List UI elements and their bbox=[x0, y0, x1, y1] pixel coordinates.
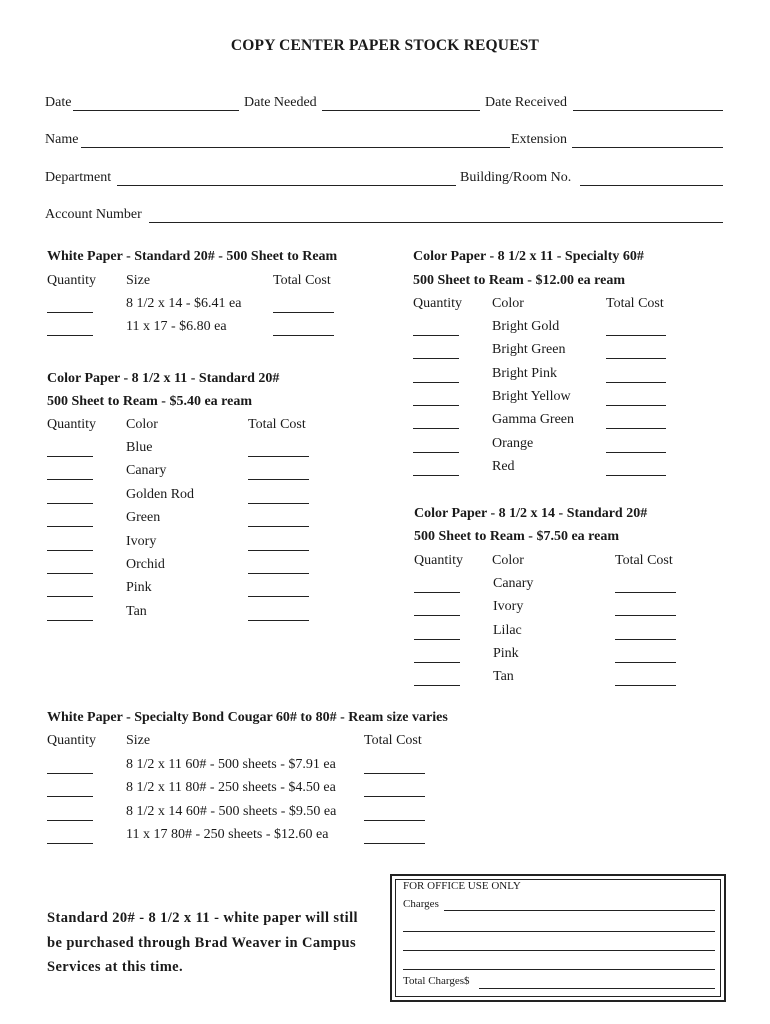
charges-line-3[interactable] bbox=[403, 950, 715, 951]
charges-line-4[interactable] bbox=[403, 969, 715, 970]
white-bond-quantity-header: Quantity bbox=[47, 733, 96, 748]
color-specialty-heading-1: Color Paper - 8 1/2 x 11 - Specialty 60# bbox=[413, 249, 644, 264]
color-specialty-item-6: Orange bbox=[492, 435, 534, 451]
white-standard-total-2[interactable] bbox=[273, 335, 334, 336]
building-room-field[interactable] bbox=[580, 185, 723, 186]
color-specialty-qty-6[interactable] bbox=[413, 452, 459, 453]
color-standard-qty-6[interactable] bbox=[47, 573, 93, 574]
office-use-heading: FOR OFFICE USE ONLY bbox=[403, 880, 521, 892]
color-standard-item-3: Golden Rod bbox=[126, 486, 195, 502]
color-legal-heading-2: 500 Sheet to Ream - $7.50 ea ream bbox=[414, 529, 620, 544]
color-legal-item-1: Canary bbox=[493, 576, 534, 591]
color-standard-qty-8[interactable] bbox=[47, 620, 93, 621]
white-bond-total-header: Total Cost bbox=[364, 733, 422, 748]
white-standard-heading: White Paper - Standard 20# - 500 Sheet to Ream bbox=[47, 249, 338, 264]
white-standard-size-1: 8 1/2 x 14 - $6.41 ea bbox=[126, 296, 242, 311]
white-bond-total-2[interactable] bbox=[364, 796, 425, 797]
white-standard-quantity-header: Quantity bbox=[47, 273, 96, 288]
color-specialty-item-4: Bright Yellow bbox=[492, 388, 571, 404]
color-legal-total-3[interactable] bbox=[615, 639, 676, 640]
white-bond-item-1: 8 1/2 x 11 60# - 500 sheets - $7.91 ea bbox=[126, 757, 336, 772]
color-standard-item-8: Tan bbox=[126, 603, 147, 619]
white-bond-item-2: 8 1/2 x 11 80# - 250 sheets - $4.50 ea bbox=[126, 780, 336, 796]
department-field[interactable] bbox=[117, 185, 456, 186]
date-needed-label: Date Needed bbox=[244, 95, 317, 110]
date-needed-field[interactable] bbox=[322, 110, 480, 111]
color-legal-item-3: Lilac bbox=[493, 622, 522, 638]
white-bond-item-3: 8 1/2 x 14 60# - 500 sheets - $9.50 ea bbox=[126, 803, 337, 819]
charges-line-2[interactable] bbox=[403, 931, 715, 932]
color-standard-qty-7[interactable] bbox=[47, 596, 93, 597]
color-specialty-color-header: Color bbox=[492, 296, 524, 311]
charges-label: Charges bbox=[403, 898, 439, 910]
color-standard-item-5: Ivory bbox=[126, 533, 157, 549]
date-label: Date bbox=[45, 95, 72, 110]
color-specialty-qty-1[interactable] bbox=[413, 335, 459, 336]
color-specialty-quantity-header: Quantity bbox=[413, 296, 462, 311]
white-bond-qty-4[interactable] bbox=[47, 843, 93, 844]
extension-label: Extension bbox=[511, 132, 567, 147]
color-specialty-qty-4[interactable] bbox=[413, 405, 459, 406]
color-standard-qty-4[interactable] bbox=[47, 526, 93, 527]
white-standard-total-1[interactable] bbox=[273, 312, 334, 313]
color-standard-quantity-header: Quantity bbox=[47, 417, 96, 432]
color-standard-total-7[interactable] bbox=[248, 596, 309, 597]
charges-field[interactable] bbox=[444, 910, 715, 911]
color-specialty-item-5: Gamma Green bbox=[492, 412, 575, 428]
white-standard-total-header: Total Cost bbox=[273, 273, 331, 288]
color-specialty-total-4[interactable] bbox=[606, 405, 666, 406]
total-charges-label: Total Charges$ bbox=[403, 975, 470, 987]
color-standard-item-6: Orchid bbox=[126, 557, 165, 572]
color-specialty-qty-2[interactable] bbox=[413, 358, 459, 359]
white-standard-size-2: 11 x 17 - $6.80 ea bbox=[126, 319, 227, 334]
color-standard-total-4[interactable] bbox=[248, 526, 309, 527]
color-legal-total-4[interactable] bbox=[615, 662, 676, 663]
color-standard-item-2: Canary bbox=[126, 463, 167, 479]
color-legal-total-5[interactable] bbox=[615, 685, 676, 686]
white-standard-size-header: Size bbox=[126, 273, 151, 288]
color-legal-item-5: Tan bbox=[493, 669, 514, 685]
white-bond-size-header: Size bbox=[126, 733, 151, 748]
extension-field[interactable] bbox=[572, 147, 723, 148]
color-legal-qty-2[interactable] bbox=[414, 615, 460, 616]
color-legal-total-1[interactable] bbox=[615, 592, 676, 593]
white-standard-qty-1[interactable] bbox=[47, 312, 93, 313]
color-legal-total-header: Total Cost bbox=[615, 553, 673, 568]
color-standard-total-header: Total Cost bbox=[248, 417, 306, 432]
account-number-label: Account Number bbox=[45, 207, 142, 222]
color-specialty-heading-2: 500 Sheet to Ream - $12.00 ea ream bbox=[413, 273, 626, 288]
color-specialty-item-1: Bright Gold bbox=[492, 319, 560, 334]
department-label: Department bbox=[45, 170, 112, 185]
color-specialty-qty-5[interactable] bbox=[413, 428, 459, 429]
color-specialty-total-7[interactable] bbox=[606, 475, 666, 476]
account-number-field[interactable] bbox=[149, 222, 723, 223]
color-legal-qty-1[interactable] bbox=[414, 592, 460, 593]
color-standard-total-8[interactable] bbox=[248, 620, 309, 621]
form-title: COPY CENTER PAPER STOCK REQUEST bbox=[230, 37, 540, 54]
color-legal-item-2: Ivory bbox=[493, 599, 524, 615]
color-standard-qty-2[interactable] bbox=[47, 479, 93, 480]
standard-paper-note: Standard 20# - 8 1/2 x 11 - white paper will still be purchased through Brad Weaver in Campus Services at this time. bbox=[47, 910, 358, 975]
color-standard-qty-1[interactable] bbox=[47, 456, 93, 457]
color-standard-item-1: Blue bbox=[126, 440, 153, 455]
color-standard-total-6[interactable] bbox=[248, 573, 309, 574]
color-standard-item-4: Green bbox=[126, 510, 161, 526]
color-legal-qty-4[interactable] bbox=[414, 662, 460, 663]
building-room-label: Building/Room No. bbox=[460, 170, 572, 185]
date-received-field[interactable] bbox=[573, 110, 723, 111]
color-legal-color-header: Color bbox=[492, 553, 524, 568]
white-bond-qty-3[interactable] bbox=[47, 820, 93, 821]
date-received-label: Date Received bbox=[485, 95, 568, 110]
date-field[interactable] bbox=[73, 110, 239, 111]
color-specialty-total-3[interactable] bbox=[606, 382, 666, 383]
color-specialty-total-2[interactable] bbox=[606, 358, 666, 359]
color-legal-total-2[interactable] bbox=[615, 615, 676, 616]
color-standard-total-3[interactable] bbox=[248, 503, 309, 504]
color-standard-heading-1: Color Paper - 8 1/2 x 11 - Standard 20# bbox=[47, 371, 280, 386]
white-standard-qty-2[interactable] bbox=[47, 335, 93, 336]
color-standard-qty-5[interactable] bbox=[47, 550, 93, 551]
color-standard-total-1[interactable] bbox=[248, 456, 309, 457]
color-specialty-qty-3[interactable] bbox=[413, 382, 459, 383]
white-bond-qty-2[interactable] bbox=[47, 796, 93, 797]
color-specialty-total-5[interactable] bbox=[606, 428, 666, 429]
color-standard-item-7: Pink bbox=[126, 580, 152, 596]
color-standard-heading-2: 500 Sheet to Ream - $5.40 ea ream bbox=[47, 394, 253, 409]
white-bond-total-3[interactable] bbox=[364, 820, 425, 821]
color-specialty-item-2: Bright Green bbox=[492, 342, 566, 358]
color-standard-color-header: Color bbox=[126, 417, 158, 432]
color-legal-qty-5[interactable] bbox=[414, 685, 460, 686]
color-legal-heading-1: Color Paper - 8 1/2 x 14 - Standard 20# bbox=[414, 506, 648, 521]
total-charges-field[interactable] bbox=[479, 988, 715, 989]
color-specialty-total-6[interactable] bbox=[606, 452, 666, 453]
color-specialty-total-1[interactable] bbox=[606, 335, 666, 336]
color-specialty-item-3: Bright Pink bbox=[492, 365, 557, 381]
name-label: Name bbox=[45, 132, 79, 147]
name-field[interactable] bbox=[81, 147, 510, 148]
color-specialty-total-header: Total Cost bbox=[606, 296, 664, 311]
color-legal-item-4: Pink bbox=[493, 645, 519, 661]
white-bond-item-4: 11 x 17 80# - 250 sheets - $12.60 ea bbox=[126, 826, 329, 842]
white-bond-heading: White Paper - Specialty Bond Cougar 60# to 80# - Ream size varies bbox=[47, 710, 448, 725]
white-bond-qty-1[interactable] bbox=[47, 773, 93, 774]
white-bond-total-1[interactable] bbox=[364, 773, 425, 774]
color-standard-total-5[interactable] bbox=[248, 550, 309, 551]
color-legal-quantity-header: Quantity bbox=[414, 553, 463, 568]
color-legal-qty-3[interactable] bbox=[414, 639, 460, 640]
color-standard-total-2[interactable] bbox=[248, 479, 309, 480]
white-bond-total-4[interactable] bbox=[364, 843, 425, 844]
color-standard-qty-3[interactable] bbox=[47, 503, 93, 504]
color-specialty-qty-7[interactable] bbox=[413, 475, 459, 476]
color-specialty-item-7: Red bbox=[492, 458, 515, 474]
